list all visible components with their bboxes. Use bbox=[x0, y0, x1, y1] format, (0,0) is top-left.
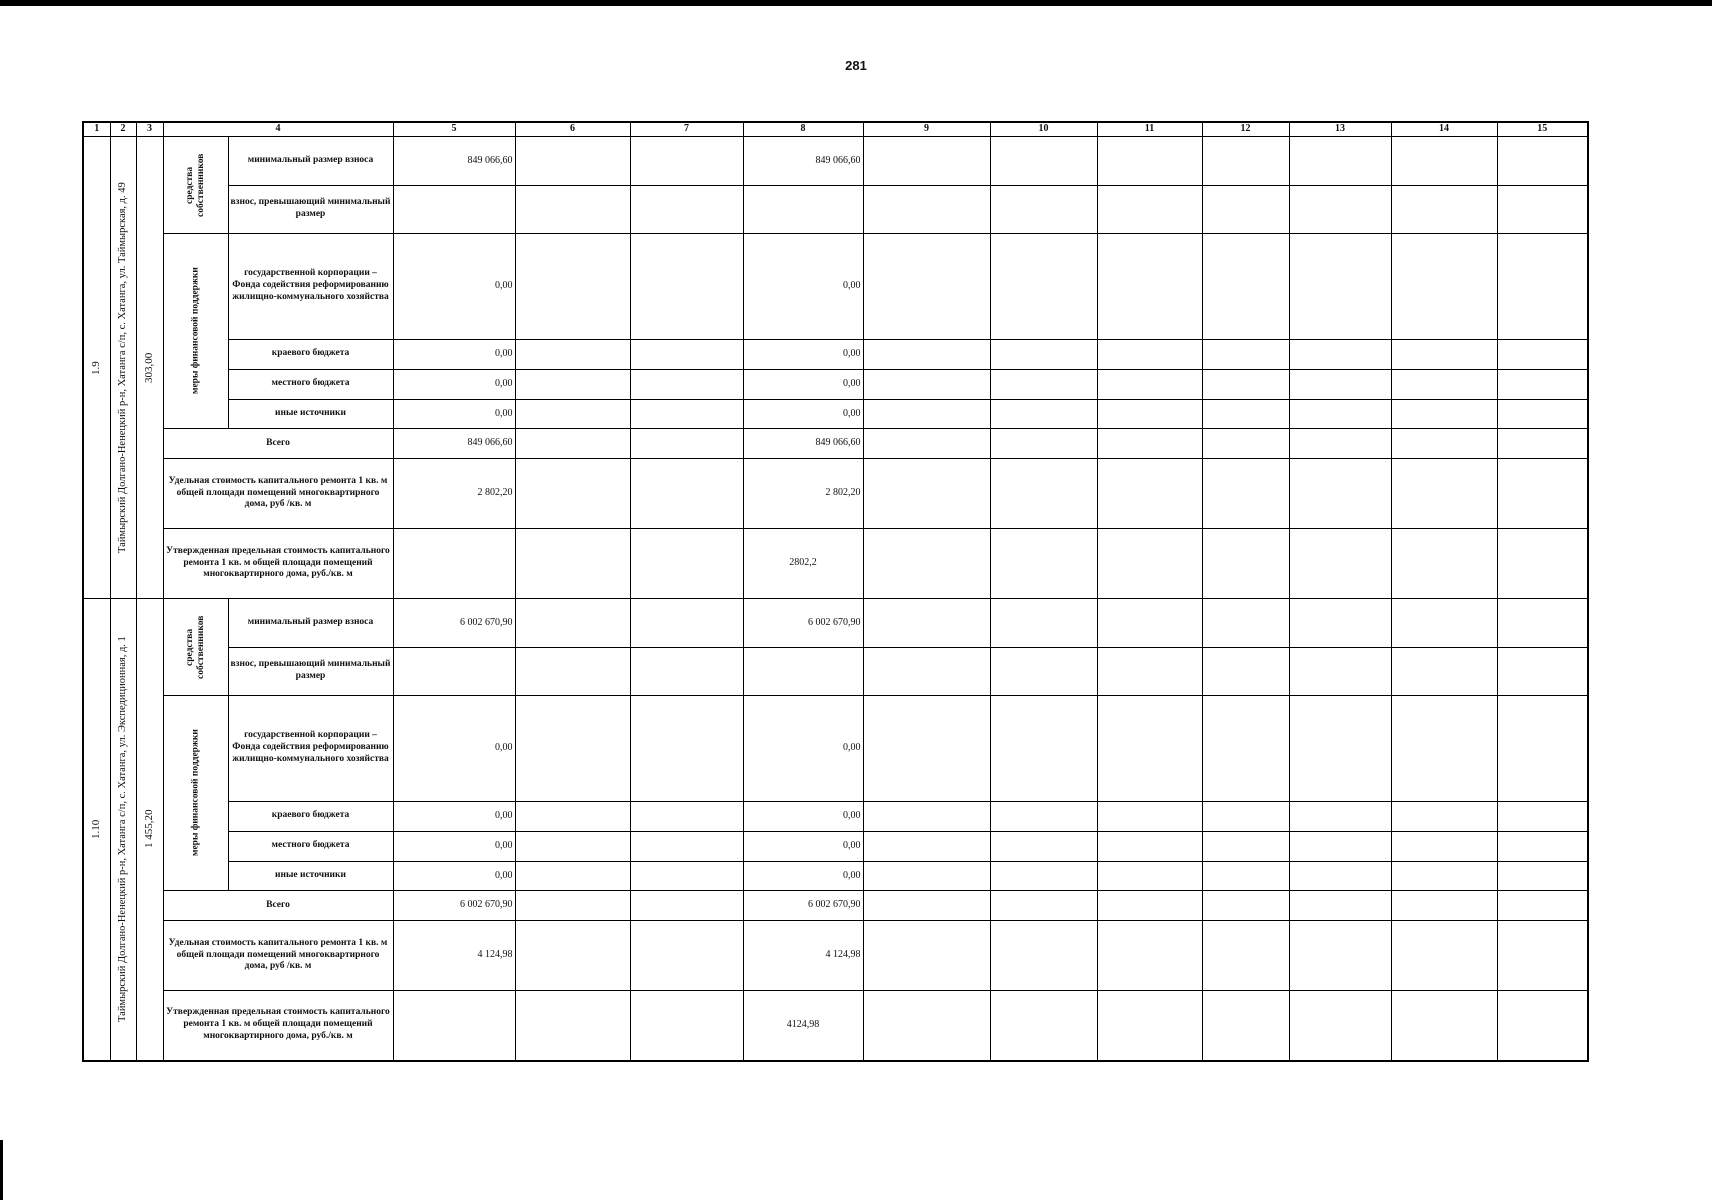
cell-col-14 bbox=[1391, 339, 1497, 369]
column-header: 13 bbox=[1289, 122, 1391, 137]
cell-col-8: 0,00 bbox=[743, 234, 863, 340]
cell-col-5 bbox=[393, 991, 515, 1061]
group-financial-support bbox=[163, 696, 228, 891]
cell-col-11 bbox=[1097, 529, 1202, 599]
group-label: меры финансовой поддержки bbox=[190, 729, 201, 857]
record-area bbox=[136, 599, 163, 1061]
record-index-text: 1.9 bbox=[89, 360, 102, 375]
row-label-total: Всего bbox=[163, 429, 393, 459]
cell-col-15 bbox=[1497, 991, 1588, 1061]
cell-col-10 bbox=[990, 234, 1097, 340]
cell-col-9 bbox=[863, 399, 990, 428]
record-area bbox=[136, 137, 163, 599]
cell-col-7 bbox=[630, 801, 743, 831]
record-index bbox=[83, 599, 110, 1061]
cell-col-10 bbox=[990, 399, 1097, 428]
cell-col-9 bbox=[863, 647, 990, 696]
cell-col-8: 6 002 670,90 bbox=[743, 599, 863, 648]
cell-col-14 bbox=[1391, 459, 1497, 529]
cell-col-10 bbox=[990, 599, 1097, 648]
scan-top-border bbox=[0, 0, 1712, 6]
cell-col-6 bbox=[515, 137, 630, 186]
cell-col-5: 0,00 bbox=[393, 369, 515, 399]
cell-col-8: 0,00 bbox=[743, 369, 863, 399]
column-header: 14 bbox=[1391, 122, 1497, 137]
cell-col-12 bbox=[1202, 185, 1289, 234]
cell-col-6 bbox=[515, 529, 630, 599]
column-header: 7 bbox=[630, 122, 743, 137]
cell-col-7 bbox=[630, 369, 743, 399]
cell-col-14 bbox=[1391, 921, 1497, 991]
cell-col-14 bbox=[1391, 137, 1497, 186]
cell-col-12 bbox=[1202, 891, 1289, 921]
cell-col-7 bbox=[630, 234, 743, 340]
cell-col-13 bbox=[1289, 831, 1391, 861]
table-row bbox=[83, 831, 1588, 861]
cell-col-6 bbox=[515, 459, 630, 529]
cell-col-8: 0,00 bbox=[743, 399, 863, 428]
record-area-text: 1 455,20 bbox=[142, 810, 155, 849]
cell-col-10 bbox=[990, 861, 1097, 890]
cell-col-7 bbox=[630, 599, 743, 648]
cell-col-6 bbox=[515, 696, 630, 802]
cell-col-5: 849 066,60 bbox=[393, 137, 515, 186]
cell-col-9 bbox=[863, 696, 990, 802]
cell-col-12 bbox=[1202, 696, 1289, 802]
cell-col-9 bbox=[863, 801, 990, 831]
cell-col-9 bbox=[863, 185, 990, 234]
cell-col-8 bbox=[743, 185, 863, 234]
cell-col-8: 6 002 670,90 bbox=[743, 891, 863, 921]
column-header: 12 bbox=[1202, 122, 1289, 137]
record-address bbox=[110, 137, 136, 599]
cell-col-8: 0,00 bbox=[743, 696, 863, 802]
cell-col-13 bbox=[1289, 991, 1391, 1061]
cell-col-10 bbox=[990, 647, 1097, 696]
cell-col-5: 6 002 670,90 bbox=[393, 891, 515, 921]
cell-col-12 bbox=[1202, 339, 1289, 369]
row-label-over_min: взнос, превышающий минимальный размер bbox=[228, 647, 393, 696]
cell-col-14 bbox=[1391, 991, 1497, 1061]
cell-col-14 bbox=[1391, 369, 1497, 399]
cell-col-7 bbox=[630, 137, 743, 186]
column-header: 5 bbox=[393, 122, 515, 137]
cell-col-13 bbox=[1289, 921, 1391, 991]
cell-col-7 bbox=[630, 696, 743, 802]
cell-col-8: 4 124,98 bbox=[743, 921, 863, 991]
cell-col-8: 0,00 bbox=[743, 861, 863, 890]
cell-col-12 bbox=[1202, 429, 1289, 459]
table-row bbox=[83, 234, 1588, 340]
column-header: 3 bbox=[136, 122, 163, 137]
row-label-total: Всего bbox=[163, 891, 393, 921]
cell-col-9 bbox=[863, 137, 990, 186]
cell-col-6 bbox=[515, 369, 630, 399]
cell-col-15 bbox=[1497, 831, 1588, 861]
row-label-min_contribution: минимальный размер взноса bbox=[228, 137, 393, 186]
cell-col-11 bbox=[1097, 696, 1202, 802]
cell-col-9 bbox=[863, 529, 990, 599]
cell-col-13 bbox=[1289, 861, 1391, 890]
cell-col-6 bbox=[515, 599, 630, 648]
column-number-row bbox=[83, 122, 1588, 137]
cell-col-11 bbox=[1097, 369, 1202, 399]
cell-col-7 bbox=[630, 459, 743, 529]
cell-col-11 bbox=[1097, 429, 1202, 459]
table-row bbox=[83, 647, 1588, 696]
cell-col-9 bbox=[863, 234, 990, 340]
cell-col-14 bbox=[1391, 399, 1497, 428]
group-financial-support bbox=[163, 234, 228, 429]
cell-col-15 bbox=[1497, 921, 1588, 991]
cell-col-7 bbox=[630, 891, 743, 921]
row-label-over_min: взнос, превышающий минимальный размер bbox=[228, 185, 393, 234]
cell-col-7 bbox=[630, 921, 743, 991]
cell-col-8: 4124,98 bbox=[743, 991, 863, 1061]
cell-col-14 bbox=[1391, 234, 1497, 340]
cell-col-6 bbox=[515, 399, 630, 428]
cell-col-5: 849 066,60 bbox=[393, 429, 515, 459]
group-owners-funds bbox=[163, 137, 228, 234]
cell-col-11 bbox=[1097, 831, 1202, 861]
cell-col-14 bbox=[1391, 801, 1497, 831]
cell-col-8: 0,00 bbox=[743, 801, 863, 831]
cell-col-12 bbox=[1202, 801, 1289, 831]
row-label-unit_cost: Удельная стоимость капитального ремонта 1 кв. м общей площади помещений многоквартирного дома, руб /кв. м bbox=[163, 921, 393, 991]
row-label-regional: краевого бюджета bbox=[228, 801, 393, 831]
table-row bbox=[83, 339, 1588, 369]
column-header: 6 bbox=[515, 122, 630, 137]
row-label-other: иные источники bbox=[228, 861, 393, 890]
cell-col-5 bbox=[393, 185, 515, 234]
cell-col-10 bbox=[990, 991, 1097, 1061]
table-row bbox=[83, 921, 1588, 991]
cell-col-12 bbox=[1202, 234, 1289, 340]
table-row bbox=[83, 599, 1588, 648]
cell-col-7 bbox=[630, 339, 743, 369]
column-header: 9 bbox=[863, 122, 990, 137]
cell-col-9 bbox=[863, 369, 990, 399]
row-label-fund: государственной корпорации – Фонда содействия реформированию жилищно-коммунального хозяйства bbox=[228, 696, 393, 802]
cell-col-13 bbox=[1289, 399, 1391, 428]
cell-col-10 bbox=[990, 696, 1097, 802]
row-label-fund: государственной корпорации – Фонда содействия реформированию жилищно-коммунального хозяйства bbox=[228, 234, 393, 340]
cell-col-9 bbox=[863, 459, 990, 529]
cell-col-15 bbox=[1497, 801, 1588, 831]
cell-col-8: 849 066,60 bbox=[743, 137, 863, 186]
cell-col-12 bbox=[1202, 599, 1289, 648]
cell-col-13 bbox=[1289, 339, 1391, 369]
table-row bbox=[83, 891, 1588, 921]
row-label-other: иные источники bbox=[228, 399, 393, 428]
record-index bbox=[83, 137, 110, 599]
cell-col-15 bbox=[1497, 399, 1588, 428]
page-number: 281 bbox=[845, 58, 867, 73]
cell-col-12 bbox=[1202, 991, 1289, 1061]
cell-col-5: 6 002 670,90 bbox=[393, 599, 515, 648]
cell-col-5: 0,00 bbox=[393, 801, 515, 831]
column-header: 2 bbox=[110, 122, 136, 137]
cell-col-15 bbox=[1497, 529, 1588, 599]
cell-col-13 bbox=[1289, 137, 1391, 186]
cell-col-15 bbox=[1497, 647, 1588, 696]
cell-col-11 bbox=[1097, 399, 1202, 428]
cell-col-13 bbox=[1289, 696, 1391, 802]
table-row bbox=[83, 399, 1588, 428]
cell-col-12 bbox=[1202, 369, 1289, 399]
column-header: 1 bbox=[83, 122, 110, 137]
cell-col-9 bbox=[863, 861, 990, 890]
cell-col-12 bbox=[1202, 399, 1289, 428]
record-address-text: Таймырский Долгано-Ненецкий р-н, Хатанга с/п, с. Хатанга, ул. Экспедиционная, д. 1 bbox=[117, 636, 129, 1023]
capital-repair-table bbox=[82, 121, 1589, 1062]
column-header: 10 bbox=[990, 122, 1097, 137]
cell-col-10 bbox=[990, 891, 1097, 921]
cell-col-9 bbox=[863, 891, 990, 921]
cell-col-9 bbox=[863, 429, 990, 459]
cell-col-13 bbox=[1289, 185, 1391, 234]
cell-col-7 bbox=[630, 529, 743, 599]
record-address bbox=[110, 599, 136, 1061]
row-label-unit_cost: Удельная стоимость капитального ремонта 1 кв. м общей площади помещений многоквартирного дома, руб /кв. м bbox=[163, 459, 393, 529]
cell-col-14 bbox=[1391, 599, 1497, 648]
row-label-approved_cost: Утвержденная предельная стоимость капитального ремонта 1 кв. м общей площади помещений многоквартирного дома, руб./кв. м bbox=[163, 991, 393, 1061]
cell-col-6 bbox=[515, 861, 630, 890]
cell-col-15 bbox=[1497, 891, 1588, 921]
cell-col-8: 0,00 bbox=[743, 339, 863, 369]
cell-col-10 bbox=[990, 429, 1097, 459]
column-header: 4 bbox=[163, 122, 393, 137]
cell-col-15 bbox=[1497, 137, 1588, 186]
cell-col-8 bbox=[743, 647, 863, 696]
table-row bbox=[83, 801, 1588, 831]
cell-col-10 bbox=[990, 529, 1097, 599]
table-row bbox=[83, 991, 1588, 1061]
cell-col-15 bbox=[1497, 696, 1588, 802]
cell-col-14 bbox=[1391, 696, 1497, 802]
row-label-local: местного бюджета bbox=[228, 831, 393, 861]
table-row bbox=[83, 529, 1588, 599]
cell-col-5: 0,00 bbox=[393, 234, 515, 340]
cell-col-6 bbox=[515, 647, 630, 696]
cell-col-6 bbox=[515, 801, 630, 831]
cell-col-5: 0,00 bbox=[393, 861, 515, 890]
cell-col-14 bbox=[1391, 891, 1497, 921]
cell-col-15 bbox=[1497, 339, 1588, 369]
cell-col-14 bbox=[1391, 529, 1497, 599]
row-label-min_contribution: минимальный размер взноса bbox=[228, 599, 393, 648]
cell-col-6 bbox=[515, 991, 630, 1061]
cell-col-13 bbox=[1289, 429, 1391, 459]
cell-col-7 bbox=[630, 185, 743, 234]
group-owners-funds bbox=[163, 599, 228, 696]
table-row bbox=[83, 185, 1588, 234]
cell-col-13 bbox=[1289, 369, 1391, 399]
cell-col-8: 2802,2 bbox=[743, 529, 863, 599]
group-label: меры финансовой поддержки bbox=[190, 267, 201, 395]
cell-col-6 bbox=[515, 831, 630, 861]
record-address-text: Таймырский Долгано-Ненецкий р-н, Хатанга с/п, с. Хатанга, ул. Таймырская, д. 49 bbox=[117, 182, 129, 553]
cell-col-10 bbox=[990, 921, 1097, 991]
cell-col-11 bbox=[1097, 647, 1202, 696]
cell-col-10 bbox=[990, 801, 1097, 831]
table-row bbox=[83, 369, 1588, 399]
cell-col-12 bbox=[1202, 861, 1289, 890]
table-row bbox=[83, 137, 1588, 186]
cell-col-15 bbox=[1497, 861, 1588, 890]
cell-col-13 bbox=[1289, 529, 1391, 599]
table-row bbox=[83, 861, 1588, 890]
cell-col-6 bbox=[515, 891, 630, 921]
cell-col-15 bbox=[1497, 599, 1588, 648]
cell-col-8: 0,00 bbox=[743, 831, 863, 861]
cell-col-13 bbox=[1289, 891, 1391, 921]
cell-col-12 bbox=[1202, 459, 1289, 529]
cell-col-5: 0,00 bbox=[393, 339, 515, 369]
row-label-regional: краевого бюджета bbox=[228, 339, 393, 369]
cell-col-13 bbox=[1289, 234, 1391, 340]
cell-col-6 bbox=[515, 921, 630, 991]
cell-col-15 bbox=[1497, 185, 1588, 234]
cell-col-12 bbox=[1202, 529, 1289, 599]
cell-col-10 bbox=[990, 459, 1097, 529]
row-label-local: местного бюджета bbox=[228, 369, 393, 399]
column-header: 15 bbox=[1497, 122, 1588, 137]
cell-col-14 bbox=[1391, 861, 1497, 890]
cell-col-6 bbox=[515, 339, 630, 369]
cell-col-5 bbox=[393, 529, 515, 599]
cell-col-11 bbox=[1097, 339, 1202, 369]
cell-col-10 bbox=[990, 831, 1097, 861]
cell-col-11 bbox=[1097, 234, 1202, 340]
table-row bbox=[83, 459, 1588, 529]
cell-col-11 bbox=[1097, 185, 1202, 234]
cell-col-9 bbox=[863, 921, 990, 991]
cell-col-11 bbox=[1097, 599, 1202, 648]
cell-col-13 bbox=[1289, 801, 1391, 831]
cell-col-14 bbox=[1391, 185, 1497, 234]
cell-col-9 bbox=[863, 599, 990, 648]
cell-col-7 bbox=[630, 429, 743, 459]
cell-col-11 bbox=[1097, 459, 1202, 529]
cell-col-11 bbox=[1097, 891, 1202, 921]
cell-col-5 bbox=[393, 647, 515, 696]
cell-col-12 bbox=[1202, 921, 1289, 991]
cell-col-6 bbox=[515, 429, 630, 459]
cell-col-7 bbox=[630, 831, 743, 861]
cell-col-6 bbox=[515, 185, 630, 234]
column-header: 11 bbox=[1097, 122, 1202, 137]
record-area-text: 303,00 bbox=[142, 352, 155, 383]
cell-col-11 bbox=[1097, 861, 1202, 890]
cell-col-14 bbox=[1391, 831, 1497, 861]
group-label: средства собственников bbox=[184, 153, 206, 217]
group-label: средства собственников bbox=[184, 615, 206, 679]
cell-col-5: 0,00 bbox=[393, 399, 515, 428]
cell-col-15 bbox=[1497, 459, 1588, 529]
cell-col-14 bbox=[1391, 429, 1497, 459]
cell-col-12 bbox=[1202, 137, 1289, 186]
cell-col-6 bbox=[515, 234, 630, 340]
cell-col-13 bbox=[1289, 647, 1391, 696]
cell-col-15 bbox=[1497, 429, 1588, 459]
row-label-approved_cost: Утвержденная предельная стоимость капитального ремонта 1 кв. м общей площади помещений многоквартирного дома, руб./кв. м bbox=[163, 529, 393, 599]
cell-col-10 bbox=[990, 137, 1097, 186]
cell-col-12 bbox=[1202, 647, 1289, 696]
column-header: 8 bbox=[743, 122, 863, 137]
cell-col-11 bbox=[1097, 921, 1202, 991]
cell-col-9 bbox=[863, 339, 990, 369]
cell-col-9 bbox=[863, 991, 990, 1061]
cell-col-15 bbox=[1497, 234, 1588, 340]
cell-col-11 bbox=[1097, 991, 1202, 1061]
cell-col-7 bbox=[630, 991, 743, 1061]
cell-col-5: 0,00 bbox=[393, 831, 515, 861]
cell-col-10 bbox=[990, 339, 1097, 369]
cell-col-13 bbox=[1289, 459, 1391, 529]
cell-col-5: 0,00 bbox=[393, 696, 515, 802]
cell-col-8: 2 802,20 bbox=[743, 459, 863, 529]
table-row bbox=[83, 429, 1588, 459]
cell-col-10 bbox=[990, 369, 1097, 399]
cell-col-5: 2 802,20 bbox=[393, 459, 515, 529]
cell-col-13 bbox=[1289, 599, 1391, 648]
cell-col-9 bbox=[863, 831, 990, 861]
scan-edge-mark bbox=[0, 1140, 3, 1200]
cell-col-15 bbox=[1497, 369, 1588, 399]
cell-col-11 bbox=[1097, 137, 1202, 186]
cell-col-7 bbox=[630, 399, 743, 428]
cell-col-8: 849 066,60 bbox=[743, 429, 863, 459]
cell-col-11 bbox=[1097, 801, 1202, 831]
cell-col-10 bbox=[990, 185, 1097, 234]
cell-col-7 bbox=[630, 861, 743, 890]
table-row bbox=[83, 696, 1588, 802]
cell-col-7 bbox=[630, 647, 743, 696]
cell-col-14 bbox=[1391, 647, 1497, 696]
record-index-text: 1.10 bbox=[89, 819, 102, 839]
cell-col-12 bbox=[1202, 831, 1289, 861]
cell-col-5: 4 124,98 bbox=[393, 921, 515, 991]
